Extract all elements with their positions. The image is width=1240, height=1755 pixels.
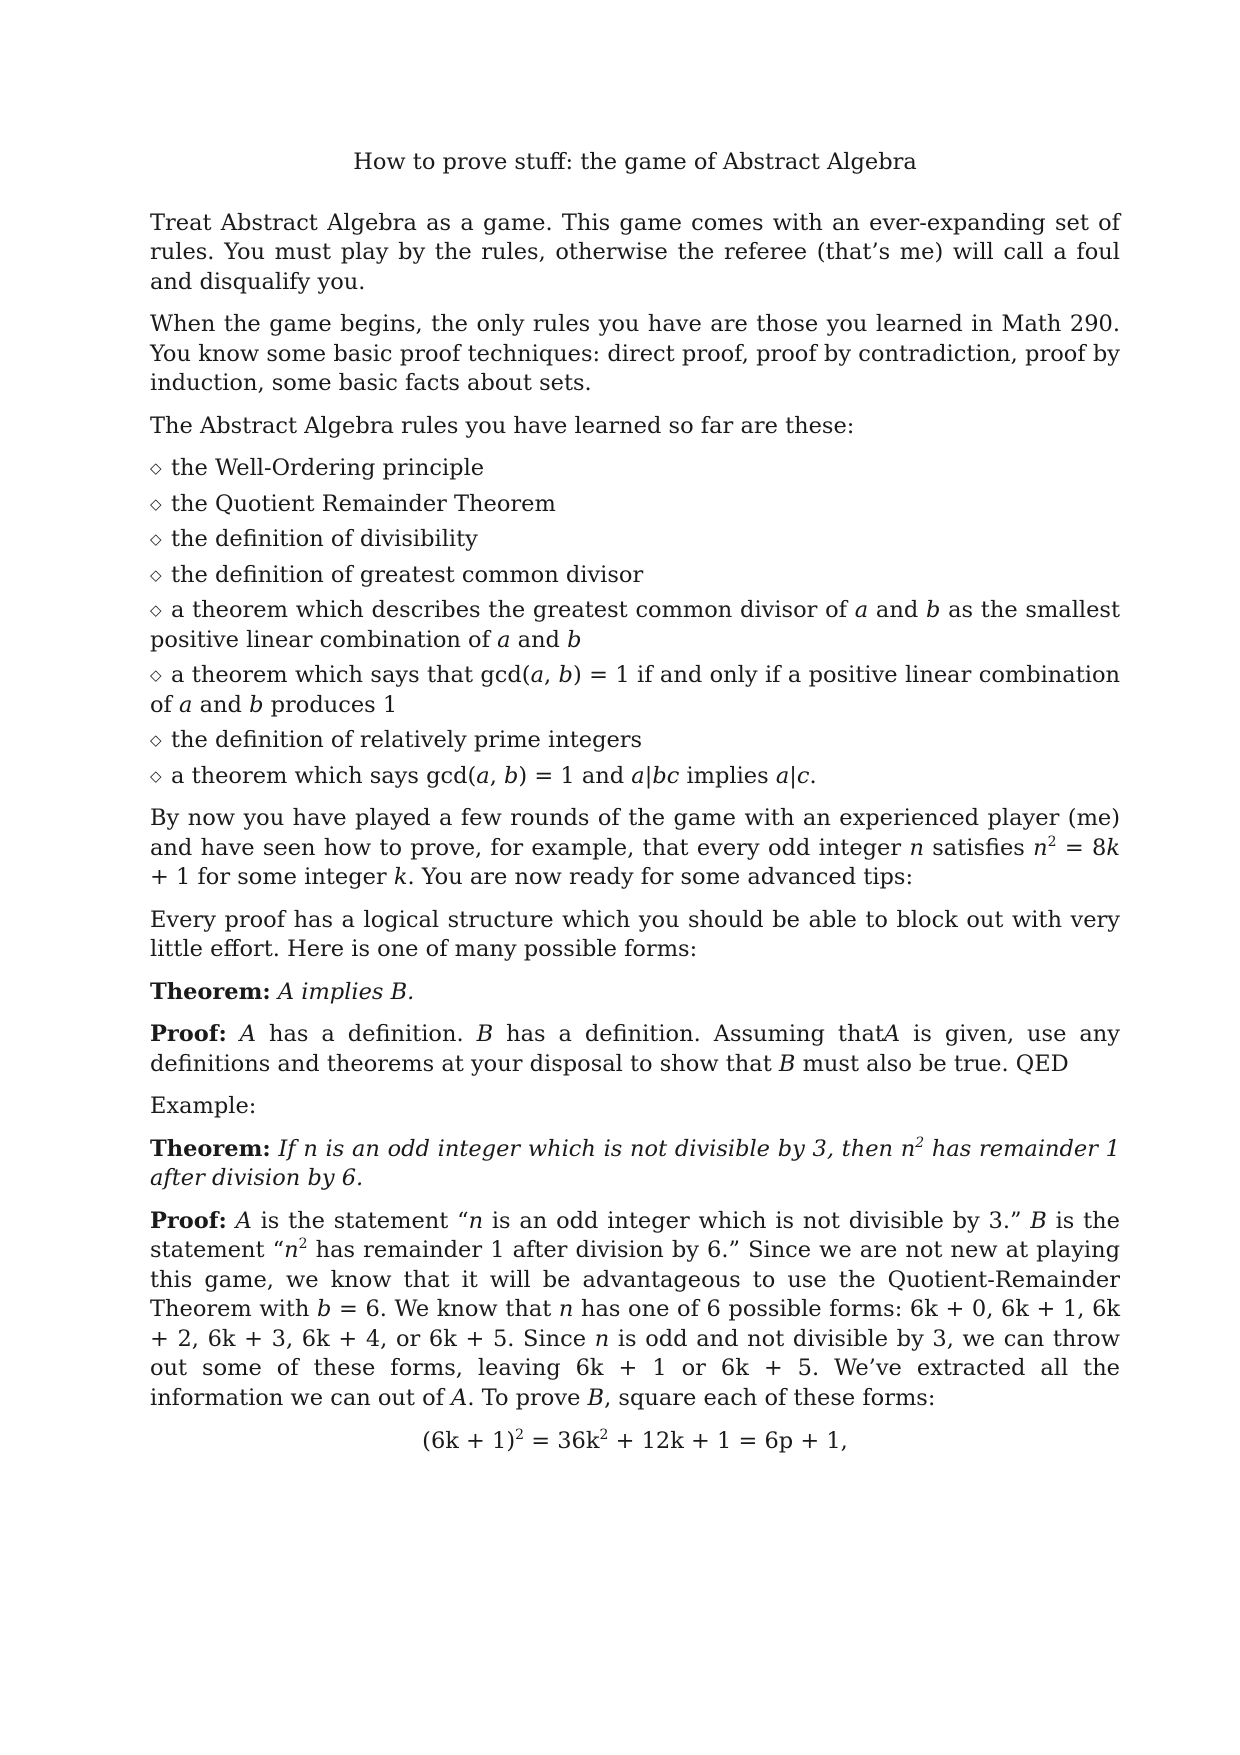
list-item: ◇ the Quotient Remainder Theorem	[150, 490, 1120, 520]
example-theorem: Theorem: If n is an odd integer which is not divisible by 3, then $n^2$ has remainder 1 after division by 6.	[150, 1134, 1120, 1191]
prerequisites-paragraph: When the game begins, the only rules you have are those you learned in Math 290. You know some basic proof techniques: direct proof, proof by contradiction, proof by induction, some basic facts about sets.	[150, 311, 1120, 396]
diamond-bullet-icon: ◇	[150, 731, 162, 749]
proof-template: Proof: A has a definition. B has a definition. Assuming thatA is given, use any definitions and theorems at your disposal to show that B must also be true. QED	[150, 1021, 1120, 1077]
experience-paragraph: By now you have played a few rounds of the game with an experienced player (me) and have seen how to prove, for example, that every odd integer n satisfies $n^2 = 8k + 1$ for some integer k. You are now ready for some advanced tips:	[150, 805, 1121, 890]
list-item: ◇ the definition of divisibility	[150, 525, 1120, 555]
diamond-bullet-icon: ◇	[150, 530, 162, 548]
structure-paragraph: Every proof has a logical structure which you should be able to block out with very little effort. Here is one of many possible forms:	[150, 906, 1120, 962]
diamond-bullet-icon: ◇	[150, 459, 162, 477]
display-equation: $(6k + 1)^2 = 36k^2 + 12k + 1 = 6p + 1$,	[422, 1427, 848, 1454]
theorem-template: Theorem: A implies B.	[150, 978, 415, 1005]
diamond-bullet-icon: ◇	[150, 601, 162, 619]
document-page	[150, 148, 1120, 1457]
diamond-bullet-icon: ◇	[150, 494, 162, 513]
rules-list	[150, 454, 1120, 791]
rules-intro-paragraph: The Abstract Algebra rules you have learned so far are these:	[150, 412, 855, 439]
diamond-bullet-icon: ◇	[150, 565, 162, 584]
document-title: How to prove stuff: the game of Abstract Algebra	[353, 149, 917, 175]
proof-label: Proof:	[150, 1021, 227, 1047]
list-item: ◇ the definition of greatest common divisor	[150, 561, 1120, 591]
list-item: ◇ the Well-Ordering principle	[150, 454, 1120, 484]
theorem-label: Theorem:	[150, 978, 271, 1005]
theorem-label: Theorem:	[150, 1135, 271, 1162]
list-item: ◇ a theorem which says that gcd(a, b) = 1 if and only if a positive linear combination of a and b produces 1	[150, 662, 1120, 718]
list-item: ◇ a theorem which says gcd(a, b) = 1 and a|bc implies a|c.	[150, 762, 1120, 792]
diamond-bullet-icon: ◇	[150, 766, 162, 785]
example-proof: Proof: A is the statement “n is an odd integer which is not divisible by 3.” B is the statement “$n^2$ has remainder 1 after division by 6.” Since we are not new at playing this game, we know that it will be advantageous to use the Quotient-Remainder Theorem with b = 6. We know that n has one of 6 possible forms: 6k + 0, 6k + 1, 6k + 2, 6k + 3, 6k + 4, or 6k + 5. Since n is odd and not divisible by 3, we can throw out some of these forms, leaving 6k + 1 or 6k + 5. We’ve extracted all the information we can out of A. To prove B, square each of these forms:	[150, 1207, 1121, 1411]
example-label: Example:	[150, 1093, 257, 1119]
diamond-bullet-icon: ◇	[150, 666, 162, 684]
intro-paragraph: Treat Abstract Algebra as a game. This game comes with an ever-expanding set of rules. You must play by the rules, otherwise the referee (that’s me) will call a foul and disqualify you.	[150, 209, 1120, 295]
proof-label: Proof:	[150, 1207, 227, 1234]
list-item: ◇ a theorem which describes the greatest common divisor of a and b as the smallest positive linear combination of a and b	[150, 597, 1120, 653]
list-item: ◇ the definition of relatively prime integers	[150, 726, 1120, 756]
